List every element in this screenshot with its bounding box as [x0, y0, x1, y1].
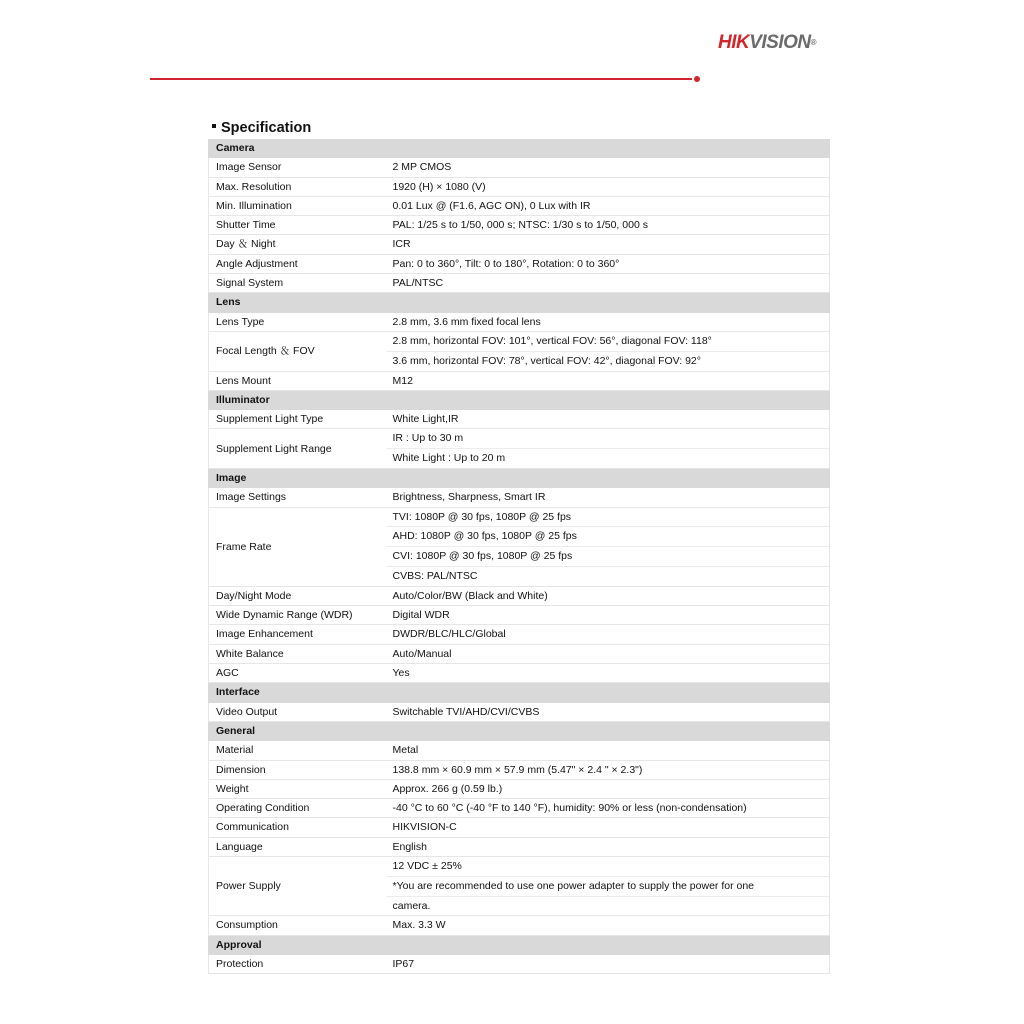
spec-value: Brightness, Sharpness, Smart IR [386, 488, 830, 507]
spec-label: Max. Resolution [209, 177, 386, 196]
table-row [209, 606, 830, 625]
spec-value: ICR [386, 235, 830, 254]
spec-label: Video Output [209, 702, 386, 721]
section-title: Interface [209, 683, 830, 702]
spec-label: Communication [209, 818, 386, 837]
table-row [209, 644, 830, 663]
page-title [212, 119, 311, 137]
spec-label: White Balance [209, 644, 386, 663]
table-row [209, 586, 830, 605]
table-row [209, 625, 830, 644]
spec-value: PAL/NTSC [386, 274, 830, 293]
spec-label: AGC [209, 664, 386, 683]
section-header-interface [209, 683, 830, 702]
spec-label: Day/Night Mode [209, 586, 386, 605]
section-title: Lens [209, 293, 830, 312]
header-divider-dot [694, 76, 700, 82]
section-header-general [209, 721, 830, 740]
table-row [209, 664, 830, 683]
spec-value: IP67 [386, 954, 830, 973]
table-row [209, 410, 830, 429]
table-row [209, 702, 830, 721]
spec-value: 2.8 mm, 3.6 mm fixed focal lens [386, 312, 830, 331]
spec-value: M12 [386, 371, 830, 390]
spec-label: Consumption [209, 916, 386, 935]
spec-label: Supplement Light Type [209, 410, 386, 429]
logo-registered-mark: ® [810, 38, 817, 47]
hikvision-logo [718, 32, 816, 54]
table-row [209, 331, 830, 371]
spec-value: Metal [386, 741, 830, 760]
spec-value [386, 856, 830, 915]
table-row [209, 799, 830, 818]
spec-label: Operating Condition [209, 799, 386, 818]
spec-value [386, 331, 830, 371]
spec-value-line: 3.6 mm, horizontal FOV: 78°, vertical FOV: 42°, diagonal FOV: 92° [386, 351, 830, 371]
spec-value: -40 °C to 60 °C (-40 °F to 140 °F), humidity: 90% or less (non-condensation) [386, 799, 830, 818]
section-header-lens [209, 293, 830, 312]
spec-value-line: 12 VDC ± 25% [392, 859, 462, 872]
spec-value-line: *You are recommended to use one power adapter to supply the power for one [386, 876, 830, 896]
section-header-camera [209, 139, 830, 158]
title-bullet-icon [212, 124, 216, 128]
specification-table-body [209, 139, 830, 974]
section-header-approval [209, 935, 830, 954]
header-divider [150, 78, 692, 80]
spec-label: Lens Mount [209, 371, 386, 390]
spec-label: Shutter Time [209, 216, 386, 235]
spec-label: Day ＆ Night [209, 235, 386, 254]
spec-value: Max. 3.3 W [386, 916, 830, 935]
table-row [209, 760, 830, 779]
spec-label: Frame Rate [209, 507, 386, 586]
spec-value: 1920 (H) × 1080 (V) [386, 177, 830, 196]
spec-value-line: White Light : Up to 20 m [386, 448, 830, 468]
spec-value: White Light,IR [386, 410, 830, 429]
spec-value-line: 2.8 mm, horizontal FOV: 101°, vertical FOV: 56°, diagonal FOV: 118° [392, 334, 712, 347]
spec-value: 138.8 mm × 60.9 mm × 57.9 mm (5.47" × 2.4 " × 2.3") [386, 760, 830, 779]
table-row [209, 235, 830, 254]
section-title: Approval [209, 935, 830, 954]
spec-value: DWDR/BLC/HLC/Global [386, 625, 830, 644]
spec-value-line: CVI: 1080P @ 30 fps, 1080P @ 25 fps [386, 546, 830, 566]
spec-label: Focal Length ＆ FOV [209, 331, 386, 371]
table-row [209, 779, 830, 798]
spec-label: Language [209, 837, 386, 856]
spec-value: Pan: 0 to 360°, Tilt: 0 to 180°, Rotation: 0 to 360° [386, 254, 830, 273]
section-title: Illuminator [209, 390, 830, 409]
spec-label: Lens Type [209, 312, 386, 331]
table-row [209, 216, 830, 235]
spec-value [386, 429, 830, 469]
table-row [209, 507, 830, 586]
spec-label: Image Enhancement [209, 625, 386, 644]
spec-label: Power Supply [209, 856, 386, 915]
spec-label: Signal System [209, 274, 386, 293]
table-row [209, 741, 830, 760]
spec-label: Dimension [209, 760, 386, 779]
spec-label: Material [209, 741, 386, 760]
spec-label: Image Sensor [209, 158, 386, 177]
spec-value-line: CVBS: PAL/NTSC [386, 566, 830, 586]
specification-table [208, 139, 830, 974]
table-row [209, 274, 830, 293]
spec-value-line: IR : Up to 30 m [392, 432, 464, 445]
table-row [209, 856, 830, 915]
table-row [209, 954, 830, 973]
page-title-text: Specification [221, 120, 312, 136]
spec-label: Protection [209, 954, 386, 973]
table-row [209, 177, 830, 196]
table-row [209, 312, 830, 331]
spec-value [386, 507, 830, 586]
spec-value: Approx. 266 g (0.59 lb.) [386, 779, 830, 798]
table-row [209, 429, 830, 469]
table-row [209, 371, 830, 390]
table-row [209, 254, 830, 273]
table-row [209, 916, 830, 935]
table-row [209, 158, 830, 177]
spec-value: Digital WDR [386, 606, 830, 625]
spec-label: Image Settings [209, 488, 386, 507]
logo-hik-text: HIK [718, 32, 750, 53]
section-title: General [209, 721, 830, 740]
spec-value: Auto/Manual [386, 644, 830, 663]
spec-value: PAL: 1/25 s to 1/50, 000 s; NTSC: 1/30 s to 1/50, 000 s [386, 216, 830, 235]
spec-value: 2 MP CMOS [386, 158, 830, 177]
spec-value: Yes [386, 664, 830, 683]
spec-value-line: TVI: 1080P @ 30 fps, 1080P @ 25 fps [392, 510, 572, 523]
table-row [209, 818, 830, 837]
spec-label: Min. Illumination [209, 196, 386, 215]
spec-label: Wide Dynamic Range (WDR) [209, 606, 386, 625]
section-header-illuminator [209, 390, 830, 409]
table-row [209, 488, 830, 507]
spec-value: Auto/Color/BW (Black and White) [386, 586, 830, 605]
spec-value: HIKVISION-C [386, 818, 830, 837]
section-title: Camera [209, 139, 830, 158]
spec-value-line: AHD: 1080P @ 30 fps, 1080P @ 25 fps [386, 526, 830, 546]
spec-label: Supplement Light Range [209, 429, 386, 469]
spec-value: English [386, 837, 830, 856]
section-title: Image [209, 469, 830, 488]
spec-label: Angle Adjustment [209, 254, 386, 273]
spec-value: 0.01 Lux @ (F1.6, AGC ON), 0 Lux with IR [386, 196, 830, 215]
logo-vision-text: VISION [749, 32, 811, 53]
table-row [209, 196, 830, 215]
table-row [209, 837, 830, 856]
spec-value: Switchable TVI/AHD/CVI/CVBS [386, 702, 830, 721]
section-header-image [209, 469, 830, 488]
spec-label: Weight [209, 779, 386, 798]
spec-value-line: camera. [386, 896, 830, 916]
